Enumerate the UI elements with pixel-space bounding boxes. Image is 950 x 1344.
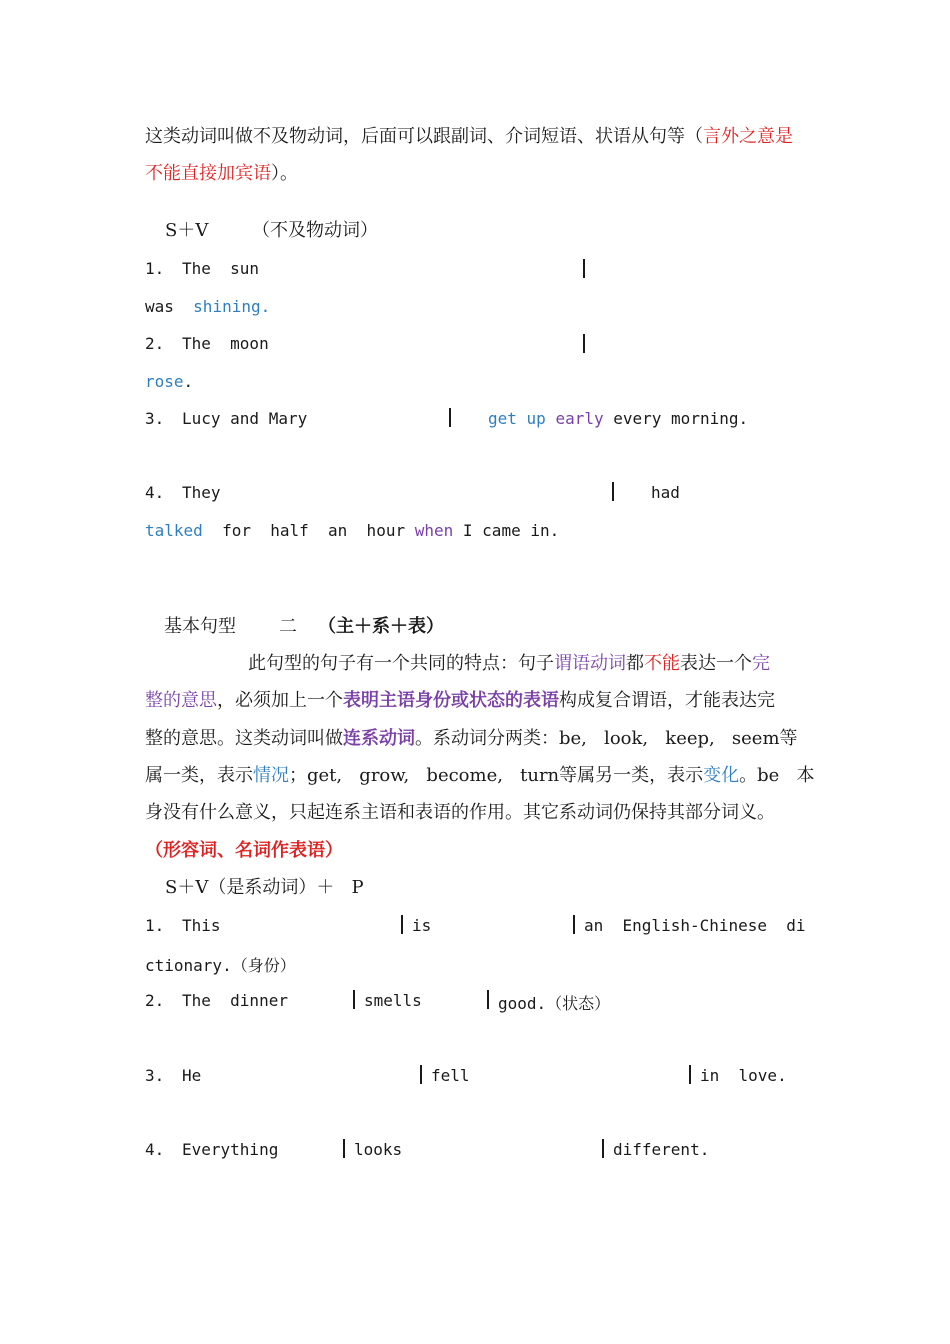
ex1-1-subject: The sun [182,259,260,278]
ex1-1-verb: shining [193,297,261,316]
ex2-1-subject: This [182,916,221,935]
para-text: 属一类，表示 [145,765,253,786]
ex1-4-clause: I came in. [462,521,560,540]
intro-highlight-cont: 不能直接加宾语 [145,163,271,184]
ex2-4-subject: Everything [182,1140,279,1159]
divider-bar [612,482,614,501]
para-text: 此句型的句子有一个共同的特点：句子 [248,653,554,674]
ex1-4-conjunction: when [414,521,454,540]
ex1-3-num: 3. [145,409,165,428]
pattern1-note: （不及物动词） [252,220,378,241]
ex2-1-predicate: an English-Chinese di [584,916,806,935]
ex1-2-verb: rose [145,372,184,391]
ex2-4-verb: looks [354,1140,403,1159]
section2-num: 二 [279,616,297,637]
ex1-2-num: 2. [145,334,165,353]
pattern1-formula: S＋V [165,220,209,241]
ex2-2-verb: smells [364,991,422,1010]
para-line-1 [248,652,770,676]
divider-bar [583,334,585,353]
ex1-4-verb-line [145,521,559,540]
para-highlight: 变化 [703,765,740,786]
ex1-2-verb-line [145,372,193,391]
divider-bar [343,1139,345,1158]
para-text: 。be 本 [739,765,815,786]
ex2-1-predicate-cont: ctionary.（身份） [145,956,296,975]
para-highlight: 整的意思 [145,690,217,711]
ex2-2-subject: The dinner [182,991,288,1010]
section2-title: 基本句型 [164,616,236,637]
para-text: 等 [779,728,798,749]
para-text: ，必须加上一个 [217,690,343,711]
ex1-3-adverb: early [555,409,604,428]
ex2-4-predicate: different. [613,1140,710,1159]
divider-bar [573,915,575,934]
ex2-3-verb: fell [431,1066,470,1085]
intro-end: ）。 [271,163,298,184]
para-text: 整的意思。这类动词叫做 [145,728,343,749]
para-highlight: 连系动词 [343,728,415,749]
intro-highlight: 言外之意是 [703,126,793,147]
ex1-3-rest: every morning. [613,409,749,428]
para-line-6: （形容词、名词作表语） [145,840,343,861]
ex1-1-aux: was [145,297,174,316]
ex1-4-verb: talked [145,521,203,540]
ex2-3-predicate: in love. [700,1066,787,1085]
ex2-3-num: 3. [145,1066,165,1085]
divider-bar [689,1065,691,1084]
ex2-2-predicate: good.（状态） [498,994,611,1013]
para-text: 都 [626,653,644,674]
para-line-5: 身没有什么意义，只起连系主语和表语的作用。其它系动词仍保持其部分词义。 [145,802,775,823]
ex1-2-end: . [183,372,194,391]
para-highlight: 表明主语身份或状态的表语 [343,690,559,711]
para-text: 构成复合谓语，才能表达完 [559,690,775,711]
ex1-2-subject: The moon [182,334,269,353]
divider-bar [353,990,355,1009]
para-highlight: 完 [752,653,770,674]
ex1-1-end: . [260,297,271,316]
section2-subtitle: （主＋系＋表） [318,616,444,637]
divider-bar [602,1139,604,1158]
pattern2-formula: S＋V（是系动词）＋ P [165,877,364,898]
ex2-3-subject: He [182,1066,202,1085]
para-text: 表达一个 [680,653,752,674]
ex1-4-subject: They [182,483,221,502]
para-text: ；get, grow, become, turn [289,765,560,786]
intro-text: 这类动词叫做不及物动词，后面可以跟副词、介词短语、状语从句等（ [145,126,703,147]
ex1-4-num: 4. [145,483,165,502]
divider-bar [401,915,403,934]
para-text: 等属另一类，表示 [559,765,704,786]
ex1-4-rest: for half an hour [222,521,406,540]
ex1-3-subject: Lucy and Mary [182,409,308,428]
divider-bar [449,408,451,427]
para-line-3 [145,727,798,751]
divider-bar [487,990,489,1009]
ex1-4-aux: had [651,483,680,502]
divider-bar [583,259,585,278]
para-highlight: 谓语动词 [554,653,626,674]
ex2-1-num: 1. [145,916,165,935]
intro-line-2 [145,162,298,186]
intro-line-1 [145,125,793,149]
ex2-2-num: 2. [145,991,165,1010]
ex2-1-verb: is [412,916,432,935]
ex2-4-num: 4. [145,1140,165,1159]
ex1-1-verb-line [145,297,270,316]
para-text: 。系动词分两类：be, look, keep, seem [415,728,780,749]
ex1-3-verb: get up [488,409,546,428]
para-highlight: 不能 [644,653,680,674]
para-highlight: 情况 [253,765,289,786]
para-line-4 [145,764,814,788]
divider-bar [420,1065,422,1084]
ex1-3-predicate [488,409,748,428]
ex1-1-num: 1. [145,259,165,278]
para-line-2 [145,689,775,713]
